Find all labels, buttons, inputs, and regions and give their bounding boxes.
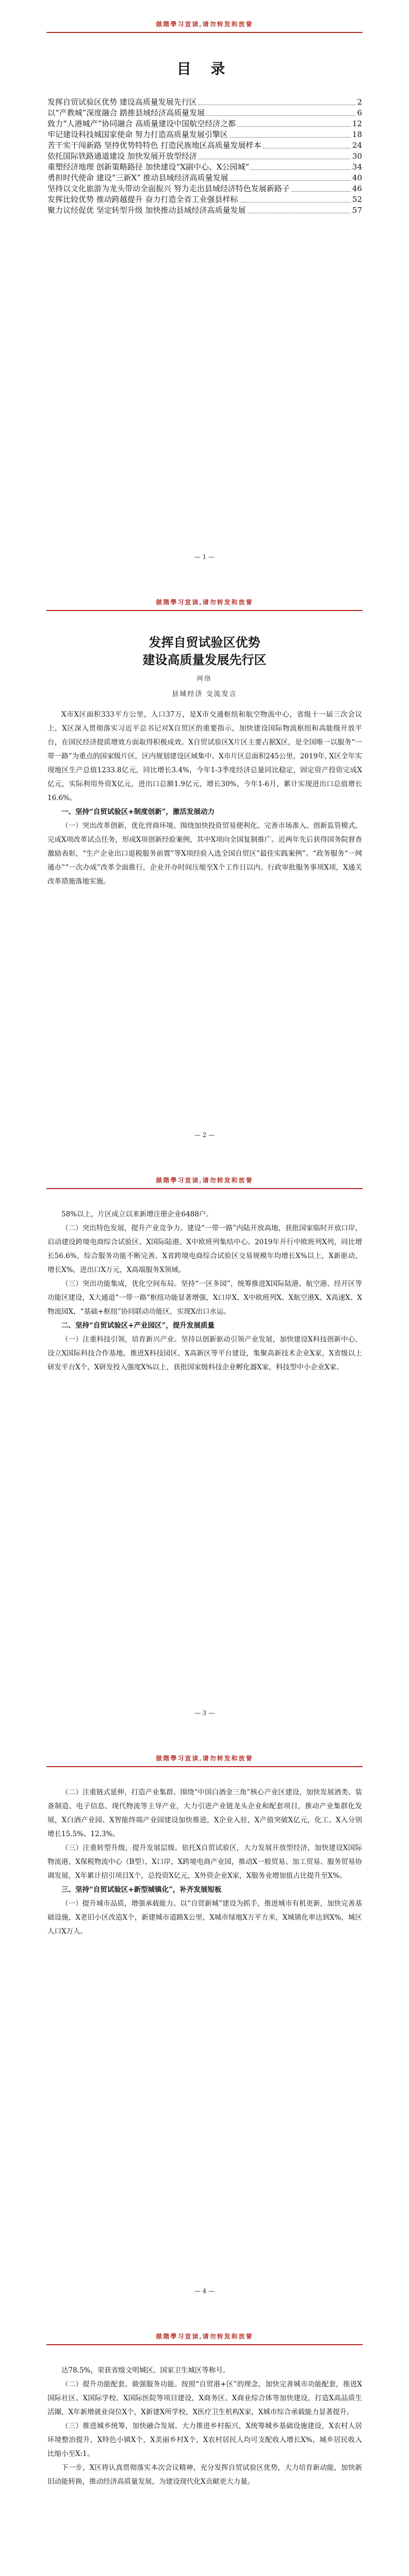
toc-entry[interactable] (47, 173, 362, 183)
body-paragraph: （二）提升功能配套，做强服务功能。按照“自贸港+区”的理念，加快完善城市功能配套，推进X国际社区、X国际学校、X国际医院等项目建设，X商务区、X商业综合体等加快建设，打造X高品质生活圈，X年新增就业岗位X个，X新建X所学校，X医疗卫生机构X家，X城市综合承载能力显著提升。 (47, 2380, 362, 2416)
toc-entry-page: 12 (352, 119, 362, 128)
toc-entry[interactable] (47, 108, 362, 118)
toc-leader-dots (230, 137, 351, 138)
header-rule (46, 610, 363, 611)
toc-entry-page: 57 (352, 206, 362, 215)
section-heading: 三、坚持“自贸试验区+新型城镇化”，补齐发展短板 (61, 1886, 222, 1894)
article-title-line1: 发挥自贸试验区优势 (149, 635, 260, 650)
article-author: 县域经济 交流发言 (172, 690, 237, 698)
toc-entry-page: 46 (352, 184, 362, 193)
toc-leader-dots (206, 115, 355, 116)
toc-entry-page: 2 (357, 97, 362, 107)
article-body (47, 1786, 362, 1939)
page-number: — 2 — (194, 1131, 215, 1139)
toc-entry-title: 致力“人港城产”协同融合 高质量建设中国航空经济之都 (47, 119, 236, 128)
toc-entry-title: 以“产教城”深度融合 踏推县域经济高质量发展 (47, 108, 205, 117)
toc-entry-title: 发挥比较优势 推动跨越提升 奋力打造全省工业强县样标 (47, 195, 238, 204)
article-title (0, 634, 409, 669)
toc-leader-dots (230, 180, 351, 181)
toc-leader-dots (291, 191, 351, 192)
page-5 (0, 2312, 409, 2576)
toc-entry-title: 苦干实干闯新路 坚持优势特特色 打造民族地区高质量发展样本 (47, 141, 261, 150)
body-paragraph: （三）推进城乡统筹，加快融合发展。大力推进乡村振兴，X统筹城乡基础设施建设，X农村人居环境整治提升，X特色小镇X个，X美丽乡村X个，X农村居民人均可支配收入增长X%，城乡居民收入比缩小至X:1。 (47, 2422, 362, 2458)
toc-entry-page: 52 (352, 195, 362, 204)
toc-entry[interactable] (47, 183, 362, 194)
page-header: 做階學习宣读,请勿转发和放誉 (156, 21, 253, 28)
body-paragraph: （二）注重链式延伸，打造产业集群。围绕“中国白酒金三角”核心产业区建设，加快发展酒类、装备制造、电子信息、现代物流等主导产业，大力引进产业链龙头企业和配套项目，推动产业集群化发展，X白酒产业园、X智能终端产业园建设加快推进，X企业入驻，X产值突破X亿元，化工、X入分别增长15.5%、12.3%。 (47, 1788, 362, 1838)
page-header: 做階學习宣读,请勿转发和放誉 (156, 1177, 253, 1184)
page-3 (0, 1156, 409, 1734)
section-heading: 一、坚持“自贸试验区+制度创新”，激活发展动力 (61, 808, 215, 816)
header-rule (46, 2344, 363, 2345)
toc-entry[interactable] (47, 194, 362, 205)
article-body (47, 2364, 362, 2489)
body-paragraph: （一）突出改革创新，优化营商环境。围绕加快投资贸易便利化、完善市场准入、创新监管模式，完成X项改革试点任务，形成X项创新经验案例，其中X项向全国复制推广。近两年先后获得国务院督查激励表彰，“生产企业出口退税服务前置”等X项经验入选全国自贸区“最佳实践案例”。“政务服务“一网通办”“一次办成”改革全面推行，企业开办时间压缩至X个工作日以内。行政审批服务事项X项，X通关改革措施落地实施。 (47, 822, 362, 886)
header-rule (46, 32, 363, 33)
page-number: — 3 — (194, 1709, 215, 1717)
body-paragraph: （三）突出功能集成，优化空间布局。坚持“一区多园”，统筹推进X国际陆港、航空港、经开区等功能区建设，X大通道“一带一路”枢纽功能显著增强，X口岸X、X中欧班列X、X航空港X、X高速X、X物流园X，“基础+枢纽”协同联动功能区，实现X出口水运。 (47, 1280, 362, 1316)
page-1 (0, 0, 409, 578)
toc-entry[interactable] (47, 140, 362, 151)
page-number: — 4 — (194, 2287, 215, 2295)
page-header: 做階學习宣读,请勿转发和放誉 (156, 599, 253, 606)
toc-entry[interactable] (47, 118, 362, 129)
page-4 (0, 1734, 409, 2312)
article-body (47, 708, 362, 889)
toc-entry-title: 重塑经济地理 创新策略路径 加快建设“X副中心、X公园城” (47, 162, 250, 172)
body-paragraph: 58%以上，片区成立以来新增注册企业6488户。 (61, 1210, 213, 1218)
body-paragraph: （三）注重转型升级，提升发展层级。依托X自贸试验区，大力发展开放型经济，加快建设X国际物流港，X保税物流中心（B型），X口岸，X跨境电商产业园，推动X一般贸易、加工贸易、服务贸易协调发展，X年累计招引项目X个，总投资X亿元，X外资企业X家，X服务业增加值占比提升至X%。 (47, 1844, 362, 1880)
section-heading: 二、坚持“自贸试验区+产业园区”，提升发展质量 (61, 1321, 215, 1330)
article-tag: 网络 (197, 675, 212, 682)
body-paragraph: （二）突出特色发展，提升产业竞争力。建设“一带一路”内陆开放高地，获批国家临时开放口岸，启动建设跨境电商综合试验区、X国际陆港、X中欧班列集结中心。2019年开行中欧班列X列，同比增长56.6%，综合服务功能不断完善。X省跨境电商综合试验区交易规模年均增长X%以上，X新驱动，增长X%，进出口X万元，X高端服务X领域。 (47, 1224, 362, 1274)
toc-entry[interactable] (47, 151, 362, 162)
toc-entry-title: 坚持以文化旅游为龙头带动全面振兴 努力走出县域经济特色发展新路子 (47, 184, 290, 193)
toc-entry-page: 40 (352, 173, 362, 182)
toc-title: 目 录 (176, 60, 233, 77)
body-paragraph: （一）注重科技引领，培育新兴产业。坚持以创新驱动引领产业发展，加快建设X科技创新中心，设立X国际科技合作基地，推进X科技园区、X高新区等平台建设，集聚高新技术企业X家，X省级以上研发平台X个，X研发投入强度X%以上，获批国家级科技企业孵化器X家，科技型中小企业X家。 (47, 1335, 362, 1371)
page-number: — 1 — (194, 553, 215, 561)
toc-entry-title: 依托国际铁路通道建设 加快发展开放型经济 (47, 151, 197, 161)
toc-entry[interactable] (47, 205, 362, 216)
toc-entry[interactable] (47, 129, 362, 140)
article-title-line2: 建设高质量发展先行区 (142, 652, 267, 667)
toc-list (47, 97, 362, 216)
toc-entry-title: 聚力议经促优 坚定转型升级 加快推动县域经济高质量发展 (47, 206, 246, 215)
toc-entry-page: 34 (352, 162, 362, 172)
toc-entry-title: 发挥自贸试验区优势 建设高质量发展先行区 (47, 97, 197, 107)
body-paragraph: （一）提升城市品质，增强承载能力。以“自贸新城”建设为抓手，推进城市有机更新，加快完善基础设施，X老旧小区改造X个，新建城市道路X公里，X城市绿地X万平方米，X城镇化率达到X%，城区人口X万人。 (47, 1900, 362, 1936)
toc-entry-page: 6 (357, 108, 362, 117)
header-rule (46, 1766, 363, 1767)
toc-entry-page: 24 (352, 141, 362, 150)
header-rule (46, 1188, 363, 1189)
toc-entry-title: 牢记建设科技城国家使命 努力打造高质量发展引擎区 (47, 130, 228, 139)
body-paragraph: 达78.5%，荣获省级文明城区、国家卫生城区等称号。 (61, 2366, 230, 2375)
toc-entry-page: 30 (352, 151, 362, 161)
page-header: 做階學习宣读,请勿转发和放誉 (156, 1755, 253, 1762)
toc-entry-title: 勇担时代使命 建设“三新X” 推动县域经济高质量发展 (47, 173, 228, 182)
body-paragraph: 下一步，X区将认真贯彻落实本次会议精神，充分发挥自贸试验区优势，大力培育新动能，加快新旧动能转换，推动经济高质量发展，为建设现代化X贡献更大力量。 (47, 2464, 362, 2486)
toc-leader-dots (237, 126, 351, 127)
toc-entry[interactable] (47, 162, 362, 173)
article-body (47, 1208, 362, 1375)
page-2 (0, 578, 409, 1156)
body-paragraph: X市X区面积333平方公里，人口37万，是X市交通枢纽和航空物流中心，省级十一届三次会议上，X区深入贯彻落实习近平总书记对X自贸区的重要指示，加快建设国际物流枢纽和高能级开放平台，在国民经济提质增效方面取得积极成效。X自贸试验区X片区主要占据X区，是全国唯一以服务“一带一路”为重点的国家级片区，区内规划建设区域集中、X市片区总面积245公里，2019年, X区全年实现地区生产总值1233.8亿元，同比增长3.4%，今年1-3季度经济总量同比稳定，固定资产投资完成X亿元，实际利用外资X亿元，进出口总额1.9亿元，增长30%，今年1-6月，累计实现进出口总值增长16.6%。 (47, 710, 362, 802)
toc-entry[interactable] (47, 97, 362, 108)
page-header: 做階學习宣读,请勿转发和放誉 (156, 2333, 253, 2340)
toc-entry-page: 18 (352, 130, 362, 139)
